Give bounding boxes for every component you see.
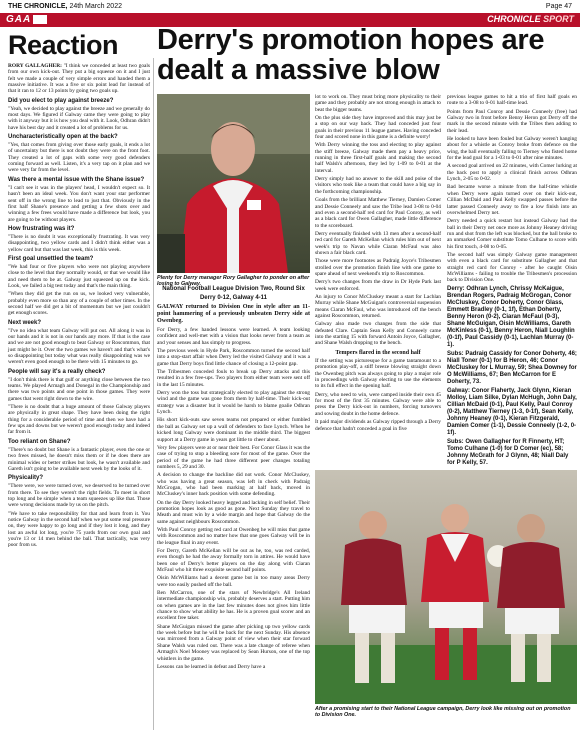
subheading: Tempers flared in the second half: [335, 349, 421, 356]
body-paragraph: Very few players were at or near their best. For Conor Glass it was the case of trying to stop a bleeding sore for most of the game. Over the period of the game he had three different peer changes totaling numbers 5, 29 and 30.: [157, 444, 310, 470]
body-paragraph: Shane McGuigan missed the game after picking up two yellow cards the week before but he will be back for the next Sunday. His absence was mirrored from a Galway point of view when their star forward Shane Walsh was ruled out. There was a late change of referee when Armagh's Noel Mooney was replaced by Sean Hurson, one of the top whistlers in the game.: [157, 623, 310, 662]
body-paragraph: lot to work on. They must bring more physicality to their game and they probably are not strong enough in attack to beat the bigger teams.: [315, 94, 441, 113]
header-date-text: 24th March 2022: [69, 2, 122, 10]
interview-question: Uncharacteristically open at the back?: [8, 134, 118, 141]
body-paragraph: "There were, we were turned over, we deserved to be turned over from there. To see they weren't the right fields. To meet in short top long and be simple when a team squeezes up like that. Those were wrong decisions made by us on the pitch.: [8, 483, 150, 509]
body-paragraph: An injury to Conor McCluskey meant a start for Lachlan Murray while Shane McGuigan's controversial suspension means Ciaran McFaul, who was introduced off the bench against Roscommon, returned.: [315, 293, 441, 319]
body-paragraph: Galway also made two changes from the side that defeated Clare. Captain Sean Kelly and Conneely came into the starting 15 with forward Antoin Joyce, Gallagher, and Shane Walsh dropping to the bench.: [315, 321, 441, 347]
header-date: [8, 3, 122, 10]
body-paragraph: Derry won the toss but strategically elected to play against the strong wind and the game was gone from them by half-time. Their kick-out strategy was a disaster but it would be harsh to blame goalie Odhran Lynch.: [157, 390, 310, 416]
lead-paragraph: [8, 63, 150, 95]
body-paragraph: He looked to have been fouled but Galway weren't hanging about for a whistle as Conroy broke from defence on the wing, the ball eventually falling to Tierney who fisted home for the lead goal for a 1-03 to 0-01 after nine minutes.: [447, 136, 577, 162]
chronicle-sport-logo: [487, 14, 574, 24]
body-paragraph: Lessons can be learned in defeat and Derry have a: [157, 663, 266, 670]
body-paragraph: Bad became worse a minute from the half-time whistle when Derry were again turned over on their kick-out, Cillian McDaid and Paul Kelly swapped passes before the latter passed Conneely away to fire a low finish into an overwhelmed Derry net.: [447, 184, 577, 216]
body-paragraph: "When they did get the run on us, we looked very vulnerable, probably even more so than any of a couple of other times. In the second half we did get a bit of momentum but we just couldn't get enough scores.: [8, 291, 150, 317]
body-paragraph: Derry's two changes from the draw in Dr Hyde Park last week were enforced.: [315, 279, 441, 292]
body-paragraph: "I can't see it was in the players' head, I wouldn't expect so. It hasn't been an ideal week. You don't want your star performer sent off in the wrong line to lead to just that. Obviously in the first half Shane's presence and getting a few shots over and winning a few frees would have made a difference but look, you are going to be without players.: [8, 184, 150, 223]
interview-question: First goal unsettled the team?: [8, 255, 94, 262]
body-paragraph: Derry simply had no answer to the skill and poise of the visitors who took like a team that could have a big say in the forthcoming championship.: [315, 176, 441, 195]
body-paragraph: On the day Derry looked heavy legged and lacking in self belief. Their promotion hopes look as good as gone. Next Sunday they travel to Meath and must win by a wide margin and hope that Galway do the same against neighbours Roscommon.: [157, 499, 310, 525]
body-paragraph: "We had four or five players who were not playing anywhere close to the level that they normally would, or that we would like and need them to be at. Galway just squeezed up on the kick. Look, we failed a big test today and that's the main thing.: [8, 263, 150, 289]
header-paper: THE CHRONICLE,: [8, 2, 68, 10]
team-lineup: Galway: Conor Flaherty, Jack Glynn, Kieran Molloy, Liam Silke, Dylan McHugh, John Daly, Cillian McDaid (0-1), Paul Kelly, Paul Conroy (0-2), Matthew Tierney (1-3, 0-1f), Sean Kelly, Johnny Heaney (0-1), Kieran Fitzgerald, Damien Comer (1-1), Dessie Conneely (1-2, 0-1f).: [447, 387, 577, 436]
body-paragraph: Those were more footnotes as Padraig Joyce's Tribesmen strolled over the promotion finish line with one game to spare ahead of next weekend's trip to Roscommon.: [315, 258, 441, 277]
reaction-column: [8, 63, 150, 551]
body-paragraph: Derry eventually finished with 13 men after a second-half red card for Gareth McKellan which rules him out of next week's trip to Navan while Ciaran McFaul was also shown a fair black card.: [315, 230, 441, 256]
body-paragraph: "There's no doubt but Shane is a fantastic player, even the one or two frees missed, he doesn't miss them or if he does there are minimal wides or better strikes but look, he wasn't available and Gareth isn't going to be available next week by the looks of it.: [8, 446, 150, 472]
body-paragraph: A decision to change the backline did not work. Conor McCluskey, who was having a great season, was left in check with Padraig McGrogan, who had been marking at half back, moved in McCluskey's inner back position with some defending.: [157, 472, 310, 498]
headline: Derry's promotion hopes are dealt a massive blow: [157, 24, 545, 86]
body-paragraph: If the setting was picturesque for a game tantamount to a promotion play-off, a stiff breeze blowing straight down the Owenbeg pitch was always going to play a major role in proceedings with Galway electing to use the elements to its full effect in the opening half.: [315, 358, 441, 390]
body-paragraph: On the plus side they have improved and this may just be a stop on our way back. They had conceded just four goals in their previous 11 league games. Having conceded four and scored none in this game is a definite worry!: [315, 115, 441, 141]
interview-question: People will say it's a really check?: [8, 368, 106, 375]
body-paragraph: With Derry winning the toss and electing to play against the stiff breeze, Galway made them pay a heavy price, running in three first-half goals and making the second half Walsh's afternoon, they led by 1-09 to 0-01 at the interval.: [315, 142, 441, 174]
interview-question: How frustrating was it?: [8, 225, 75, 232]
speaker-name: RORY GALLAGHER:: [8, 63, 62, 69]
body-paragraph: "I don't think there is that gulf or anything close between the two teams. We played Armagh and Donegal in the Championship and there was two points and one point in those games. They were games that went right down to the wire.: [8, 376, 150, 402]
interview-question: Was there a mental issue with the Shane issue?: [8, 176, 145, 183]
lead-text: "I think we conceded at least two goals from our own kick-out. They put a big squeeze on it and I just felt we made a couple of very simple errors and handed them a massive initiative. It was a five or six point lead for instead of that it ran to 12 or 13 points by going two goals up.: [8, 63, 151, 95]
section-title: National Football League Division Two, Round Six: [162, 286, 305, 292]
team-lineup: Subs: Padraig Cassidy for Conor Doherty, 46; Niall Toner (0-1) for B Heron, 46; Conor McCluskey for L Murray, 59; Shea Downey for O McWilliams, 67; Ben McCarron for E Doherty, 73.: [447, 350, 577, 385]
manager-photo-caption: Plenty for Derry manager Rory Gallagher to ponder on after losing to Galway.: [157, 275, 310, 288]
interview-question: Too reliant on Shane?: [8, 438, 71, 445]
body-paragraph: "We have to take responsibility for that and learn from it. You notice Galway in the second half when we put some real pressure on, they were happy to go long and if they lost it long, and they lost an awful lot long, you're 75 yards from our own goal and you're 13 or 14 men behind the ball. That tactically, was very poor from us.: [8, 510, 150, 549]
body-paragraph: Derry, who need to win, were camped inside their own 45 for most of the first 35 minutes. Galway were able to press the Derry kick-out in numbers, forcing turnovers and sowing doubt in the home defence.: [315, 391, 441, 417]
article-column-2: [157, 286, 310, 672]
match-action-image: [315, 470, 577, 704]
interview-question: Physicality?: [8, 475, 44, 482]
body-paragraph: His short kick-outs saw seven teams not prepared or either fumbled the ball as Galway set up a wall of defenders to face Lynch. When he kicked long Galway were dominant in the middle third. The biggest support at a Derry game in years got little to cheer about.: [157, 417, 310, 443]
body-paragraph: The Tribesmen conceded fouls to break up Derry attacks and this resulted in a few free-ups. Two players from either team were sent off in the last 15 minutes.: [157, 369, 310, 388]
body-paragraph: The previous week in Hyde Park, Roscommon turned the second half into a stop-start affair when Derry led the visited Galway and it was a game that Derry boys find little chance of closing a 12-point gap.: [157, 348, 310, 367]
article-intro: GALWAY returned to Division One in style after an 11-point hammering of a previously unbeaten Derry side at Owenbeg.: [157, 304, 310, 324]
body-paragraph: "There is no doubt it was exceptionally frustrating. It was very disappointing, two yellow cards and I didn't think either was a yellow card but that was last week, this is this week.: [8, 233, 150, 253]
body-paragraph: Goals from the brilliant Matthew Tierney, Damien Comer and Dessie Conneely and saw the Tribe lead 3-08 to 0-04 and even a second-half red card for Paul Conroy, as well as a black card for Owen Gallagher, made little difference to the scoreboard.: [315, 197, 441, 229]
body-paragraph: "Yes, that comes from giving over those early goals, it ends a lot of uncertainty but there is not doubt they were on the front foot. They created a lot of gaps with some very good defenders coming forward as well. Listen, it's a very tap on it plan and we were very far from the level.: [8, 142, 150, 174]
body-paragraph: Oisin McWilliams had a decent game but in too many areas Derry were too easily pushed off the ball.: [157, 575, 310, 588]
body-paragraph: Points from Paul Conroy and Dessie Conneely (free) had Galway two in front before Benny Heron got Derry off the mark in the second minute with the Tribes then adding to their lead.: [447, 108, 577, 134]
body-paragraph: It paid major dividends as Galway ripped through a Derry defence that hadn't conceded a goal in five: [315, 419, 441, 432]
brand-text: CHRONICLE: [487, 14, 541, 24]
interview-question: Next week?: [8, 319, 42, 326]
body-paragraph: "Yeah, we decided to play against the breeze and we generally do most days. We figured if Galway came they were going to play with it anyway but it is how you deal with it. Look, Odhran didn't have his best day and it created a lot of problems for us.: [8, 105, 150, 131]
gaa-logo-text: GAA: [6, 14, 32, 25]
team-lineup: Subs: Owen Gallagher for R Finnerty, HT; Tomo Culhane (1-0) for D Comer (ec), 58; Johnny McGrath for J Glynn, 48; Niall Daly for P Kelly, 57.: [447, 438, 569, 466]
body-paragraph: For Derry, a few handed lessons were learned. A team looking confident and well-met with a vision that looks never from a team as and your senses and has simply to progress.: [157, 327, 310, 346]
interview-question: Did you elect to play against breeze?: [8, 97, 114, 104]
article-column-3: [315, 94, 441, 434]
body-paragraph: "I've no idea what team Galway will put out. All along it was in our hands and it is not in our hands any more. If that is the case and we are not good enough to beat Galway or Roscommon, that just might be it. Over the two games we haven't and that's what's so disappointing but today what was really disappointing was we weren't even good enough to be there with 15 minutes to go.: [8, 327, 150, 366]
column-divider: [153, 58, 154, 730]
body-paragraph: With Paul Conroy getting red card at Owenbeg he will miss that game with Roscommon and no matter how that one goes Galway will be in the league final in any event.: [157, 526, 310, 546]
match-action-caption: After a promising start to their National League campaign, Derry look like missing out on promotion to Division One.: [315, 706, 571, 719]
gaa-crest-icon: [33, 15, 47, 24]
gaa-logo: [6, 14, 47, 25]
body-paragraph: The second half was simply Galway game management with even a black card for substitute Gallagher and that straight red card for Conroy - after he caught Oisin McWilliams - failing to trouble the Tribesmen's procession back to Division One.: [447, 251, 577, 284]
body-paragraph: previous league games to hit a trio of first half goals en route to a 3-08 to 0-01 half-time lead.: [447, 94, 577, 107]
manager-photo-image: [157, 94, 310, 273]
team-lineup: Derry: Odhran Lynch, Chrissy McKaigue, Brendan Rogers, Padraig McGrogan, Conor McCluskey, Conor Doherty, Conor Glass, Emmett Bradley (0-1, 1f), Ethan Doherty, Benny Heron (0-2), Ciaran McFaul (0-3), Shane McGuigan, Oisin McWilliams, Gareth McKinless (0-1), Benny Heron, Niall Loughlin (0-1f), Paul Cassidy (0-1), Lachlan Murray (0-1).: [447, 285, 575, 348]
manager-photo: [157, 94, 310, 273]
page-number: Page 47: [545, 2, 572, 10]
page-header: [0, 0, 580, 12]
body-paragraph: For Derry, Gareth McKellan will be out as he, too, was red carded, even though he had the away formally torn in attires. He would have been one of Derry's better players on the day along with Ciaran McFaul who hit three exquisite second half points.: [157, 548, 310, 574]
body-paragraph: "There is no doubt that a huge amount of those Galway players are physically in great shape. They have been doing the right thing for a considerable period of time and then we have had a few ups and downs but we weren't good enough today and indeed far from it.: [8, 404, 150, 436]
article-column-4: [447, 94, 577, 469]
body-paragraph: A second goal arrived on 22 minutes, with Comer lurking at the back post to apply a clinical finish across Odhran Lynch, 2-05 to 0-02.: [447, 163, 577, 183]
match-score: Derry 0-12, Galway 4-11: [199, 295, 268, 301]
reaction-title: Reaction: [8, 30, 119, 60]
brand-sport-text: SPORT: [543, 14, 574, 24]
match-action-photo: [315, 470, 577, 704]
body-paragraph: Derry needed a quick restart but instead Galway had the ball in their Derry net once more as Johnny Heaney driving run and shot from the left was blocked, but the ball broke to an unmarked Comer substitute Tomo Culhane to score with his first touch, 4-08 to 0-05.: [447, 218, 577, 250]
body-paragraph: Ben McCarron, one of the stars of Newbridge's All Ireland intermediate championship win, probably deserves a start. Putting him on when games are in the last few minutes does not gives him little chance to show what ability he has. He is a proven goal scorer and an excellent free taker.: [157, 590, 310, 622]
